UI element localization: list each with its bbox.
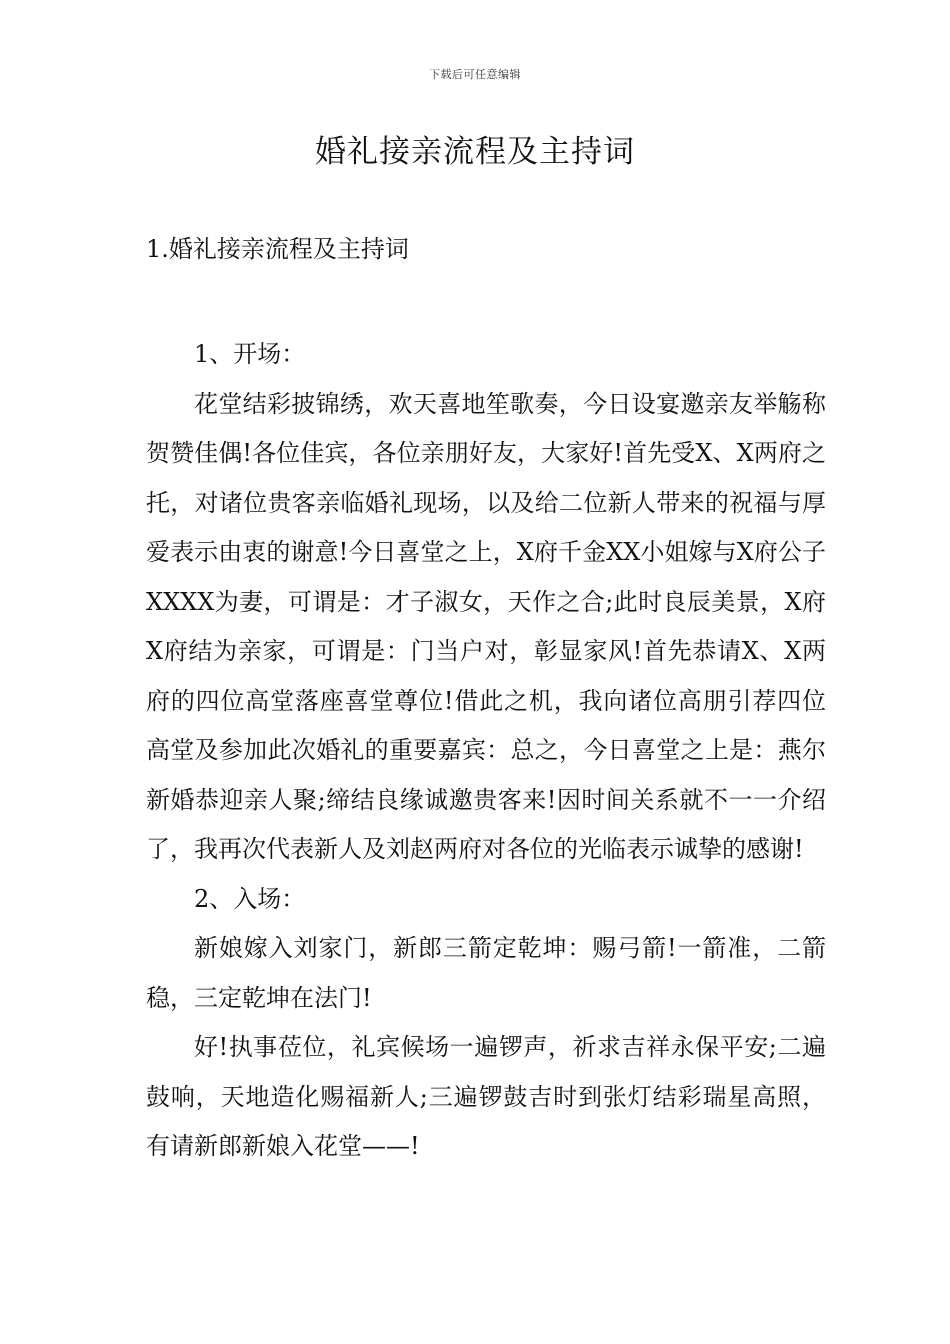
document-title: 婚礼接亲流程及主持词 [315, 134, 635, 170]
paragraph-opening-speech: 花堂结彩披锦绣，欢天喜地笙歌奏，今日设宴邀亲友举觞称贺赞佳偶!各位佳宾，各位亲朋好友，大家好!首先受X、X两府之托，对诸位贵客亲临婚礼现场，以及给二位新人带来的祝福与厚爱表示由衷的谢意!今日喜堂之上，X府千金XX小姐嫁与X府公子XXXX为妻，可谓是：才子淑女，天作之合;此时良辰美景，X府X府结为亲家，可谓是：门当户对，彰显家风!首先恭请X、X两府的四位高堂落座喜堂尊位!借此之机，我向诸位高朋引荐四位高堂及参加此次婚礼的重要嘉宾：总之，今日喜堂之上是：燕尔新婚恭迎亲人聚;缔结良缘诚邀贵客来!因时间关系就不一一介绍了，我再次代表新人及刘赵两府对各位的光临表示诚挚的感谢! [146, 389, 826, 863]
body-text [146, 330, 826, 1172]
paragraph-ceremony: 好!执事莅位，礼宾候场一遍锣声，祈求吉祥永保平安;二遍鼓响，天地造化赐福新人;三遍锣鼓吉时到张灯结彩瑞星高照，有请新郎新娘入花堂——! [146, 1033, 826, 1160]
section-heading: 1.婚礼接亲流程及主持词 [146, 235, 409, 263]
subheading-opening: 1、开场： [194, 340, 306, 368]
subheading-entrance: 2、入场： [194, 884, 306, 913]
paragraph-arrows: 新娘嫁入刘家门，新郎三箭定乾坤：赐弓箭!一箭准，二箭稳，三定乾坤在法门! [146, 934, 826, 1012]
header-note: 下载后可任意编辑 [429, 68, 521, 81]
